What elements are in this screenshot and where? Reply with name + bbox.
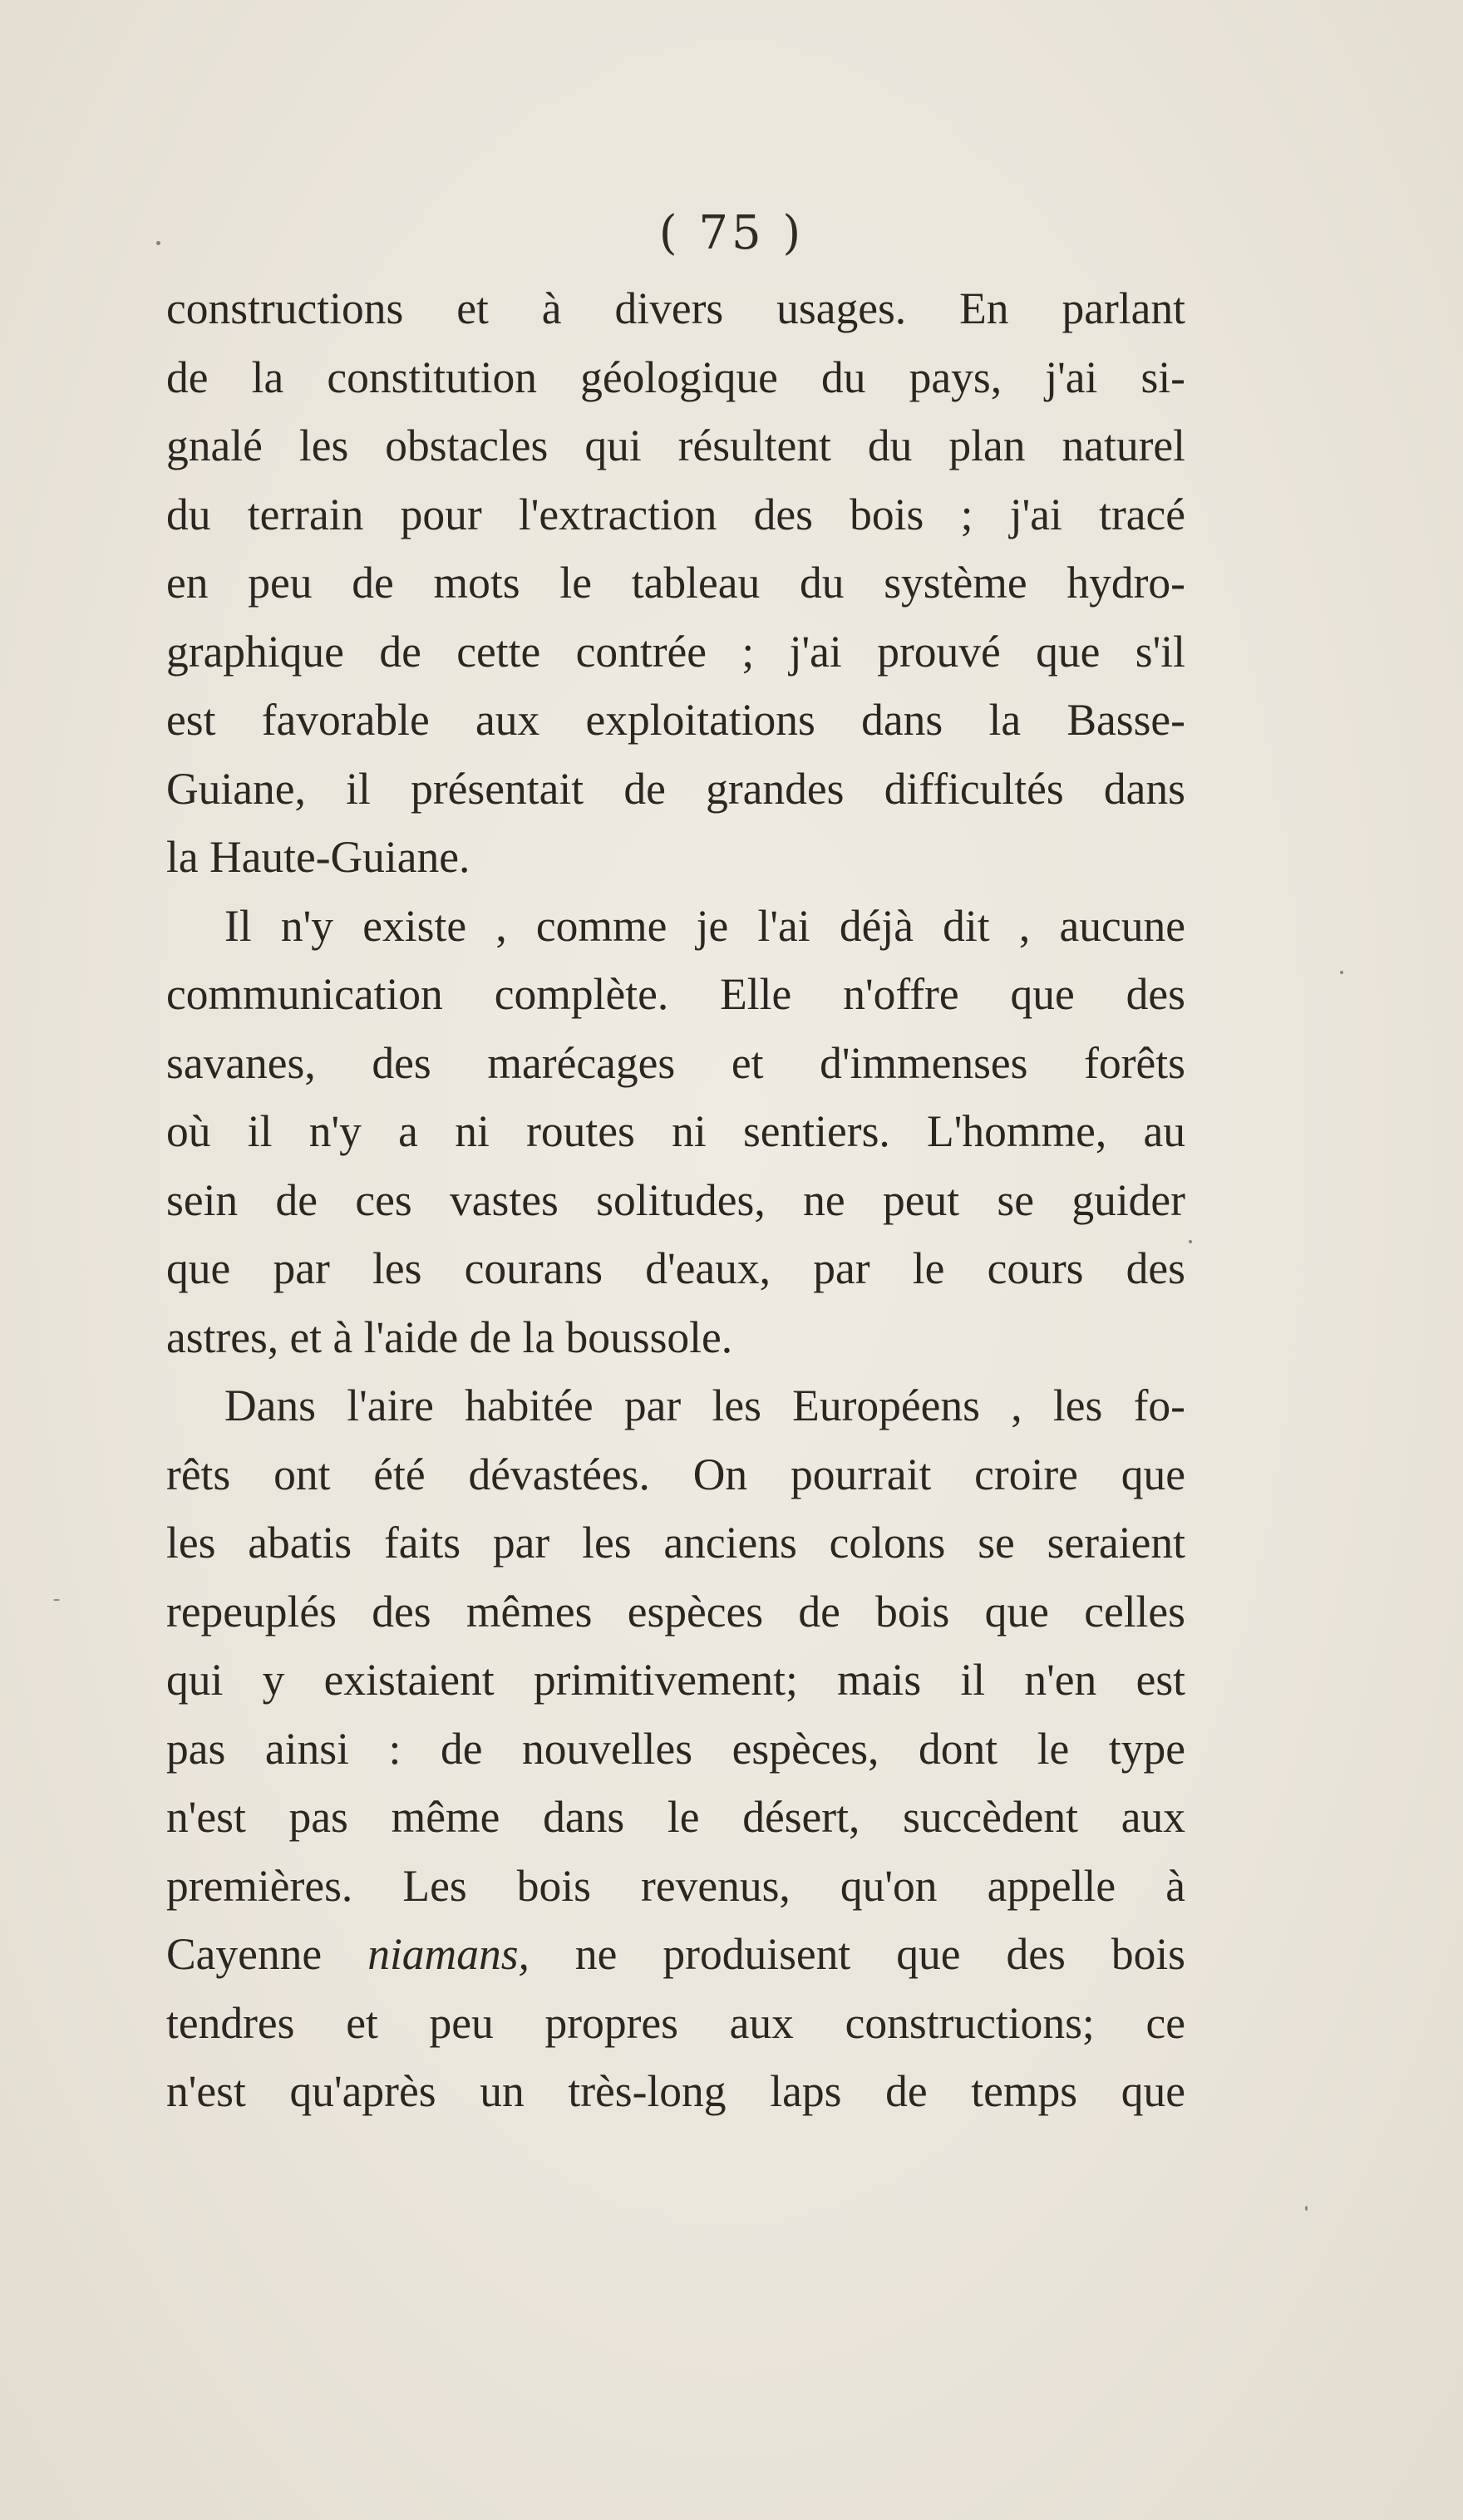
text-line: du terrain pour l'extraction des bois ; j'ai tracé <box>166 489 1185 539</box>
text-line: est favorable aux exploitations dans la Basse- <box>166 695 1185 745</box>
text-line: premières. Les bois revenus, qu'on appelle à <box>166 1860 1185 1911</box>
text-line: communication complète. Elle n'offre que des <box>166 969 1185 1019</box>
page-number: ( 75 ) <box>658 206 805 260</box>
paper-speck <box>1189 1240 1192 1243</box>
paper-speck <box>1305 2206 1308 2211</box>
text-line: en peu de mots le tableau du système hydro- <box>166 558 1185 608</box>
text-line: qui y existaient primitivement; mais il n'en est <box>166 1655 1185 1705</box>
paper-speck <box>1340 971 1343 974</box>
text-line: constructions et à divers usages. En parlant <box>166 283 1185 333</box>
text-line: astres, et à l'aide de la boussole. <box>166 1312 733 1362</box>
text-segment: Cayenne <box>166 1929 368 1979</box>
text-line: où il n'y a ni routes ni sentiers. L'homme, au <box>166 1106 1185 1156</box>
text-line: de la constitution géologique du pays, j'ai si- <box>166 352 1185 402</box>
text-line: pas ainsi : de nouvelles espèces, dont le type <box>166 1723 1185 1774</box>
text-line: Dans l'aire habitée par les Européens , les fo- <box>224 1381 1185 1430</box>
text-line: la Haute-Guiane. <box>166 832 470 882</box>
paper-speck <box>156 241 160 245</box>
text-segment: ne produisent que des bois <box>529 1929 1186 1979</box>
text-line: sein de ces vastes solitudes, ne peut se guider <box>166 1174 1185 1225</box>
text-line: n'est pas même dans le désert, succèdent aux <box>166 1792 1185 1842</box>
text-line: les abatis faits par les anciens colons se seraient <box>166 1518 1185 1568</box>
body-text <box>166 274 1185 2126</box>
text-line: que par les courans d'eaux, par le cours des <box>166 1243 1185 1293</box>
text-line: graphique de cette contrée ; j'ai prouvé que s'il <box>166 626 1185 677</box>
text-line: n'est qu'après un très-long laps de temps que <box>166 2066 1185 2116</box>
text-line: rêts ont été dévastées. On pourrait croire que <box>166 1449 1185 1499</box>
text-line: gnalé les obstacles qui résultent du plan naturel <box>166 421 1185 470</box>
text-line: Il n'y existe , comme je l'ai déjà dit , aucune <box>224 900 1185 951</box>
text-line: savanes, des marécages et d'immenses forêts <box>166 1037 1185 1088</box>
italic-term: niamans, <box>367 1929 530 1979</box>
text-line: Guiane, il présentait de grandes difficultés dans <box>166 763 1185 814</box>
text-line: tendres et peu propres aux constructions; ce <box>166 1997 1185 2048</box>
text-line: repeuplés des mêmes espèces de bois que celles <box>166 1586 1185 1637</box>
paper-speck <box>53 1599 60 1601</box>
text-line-with-italic <box>166 1920 1185 1989</box>
